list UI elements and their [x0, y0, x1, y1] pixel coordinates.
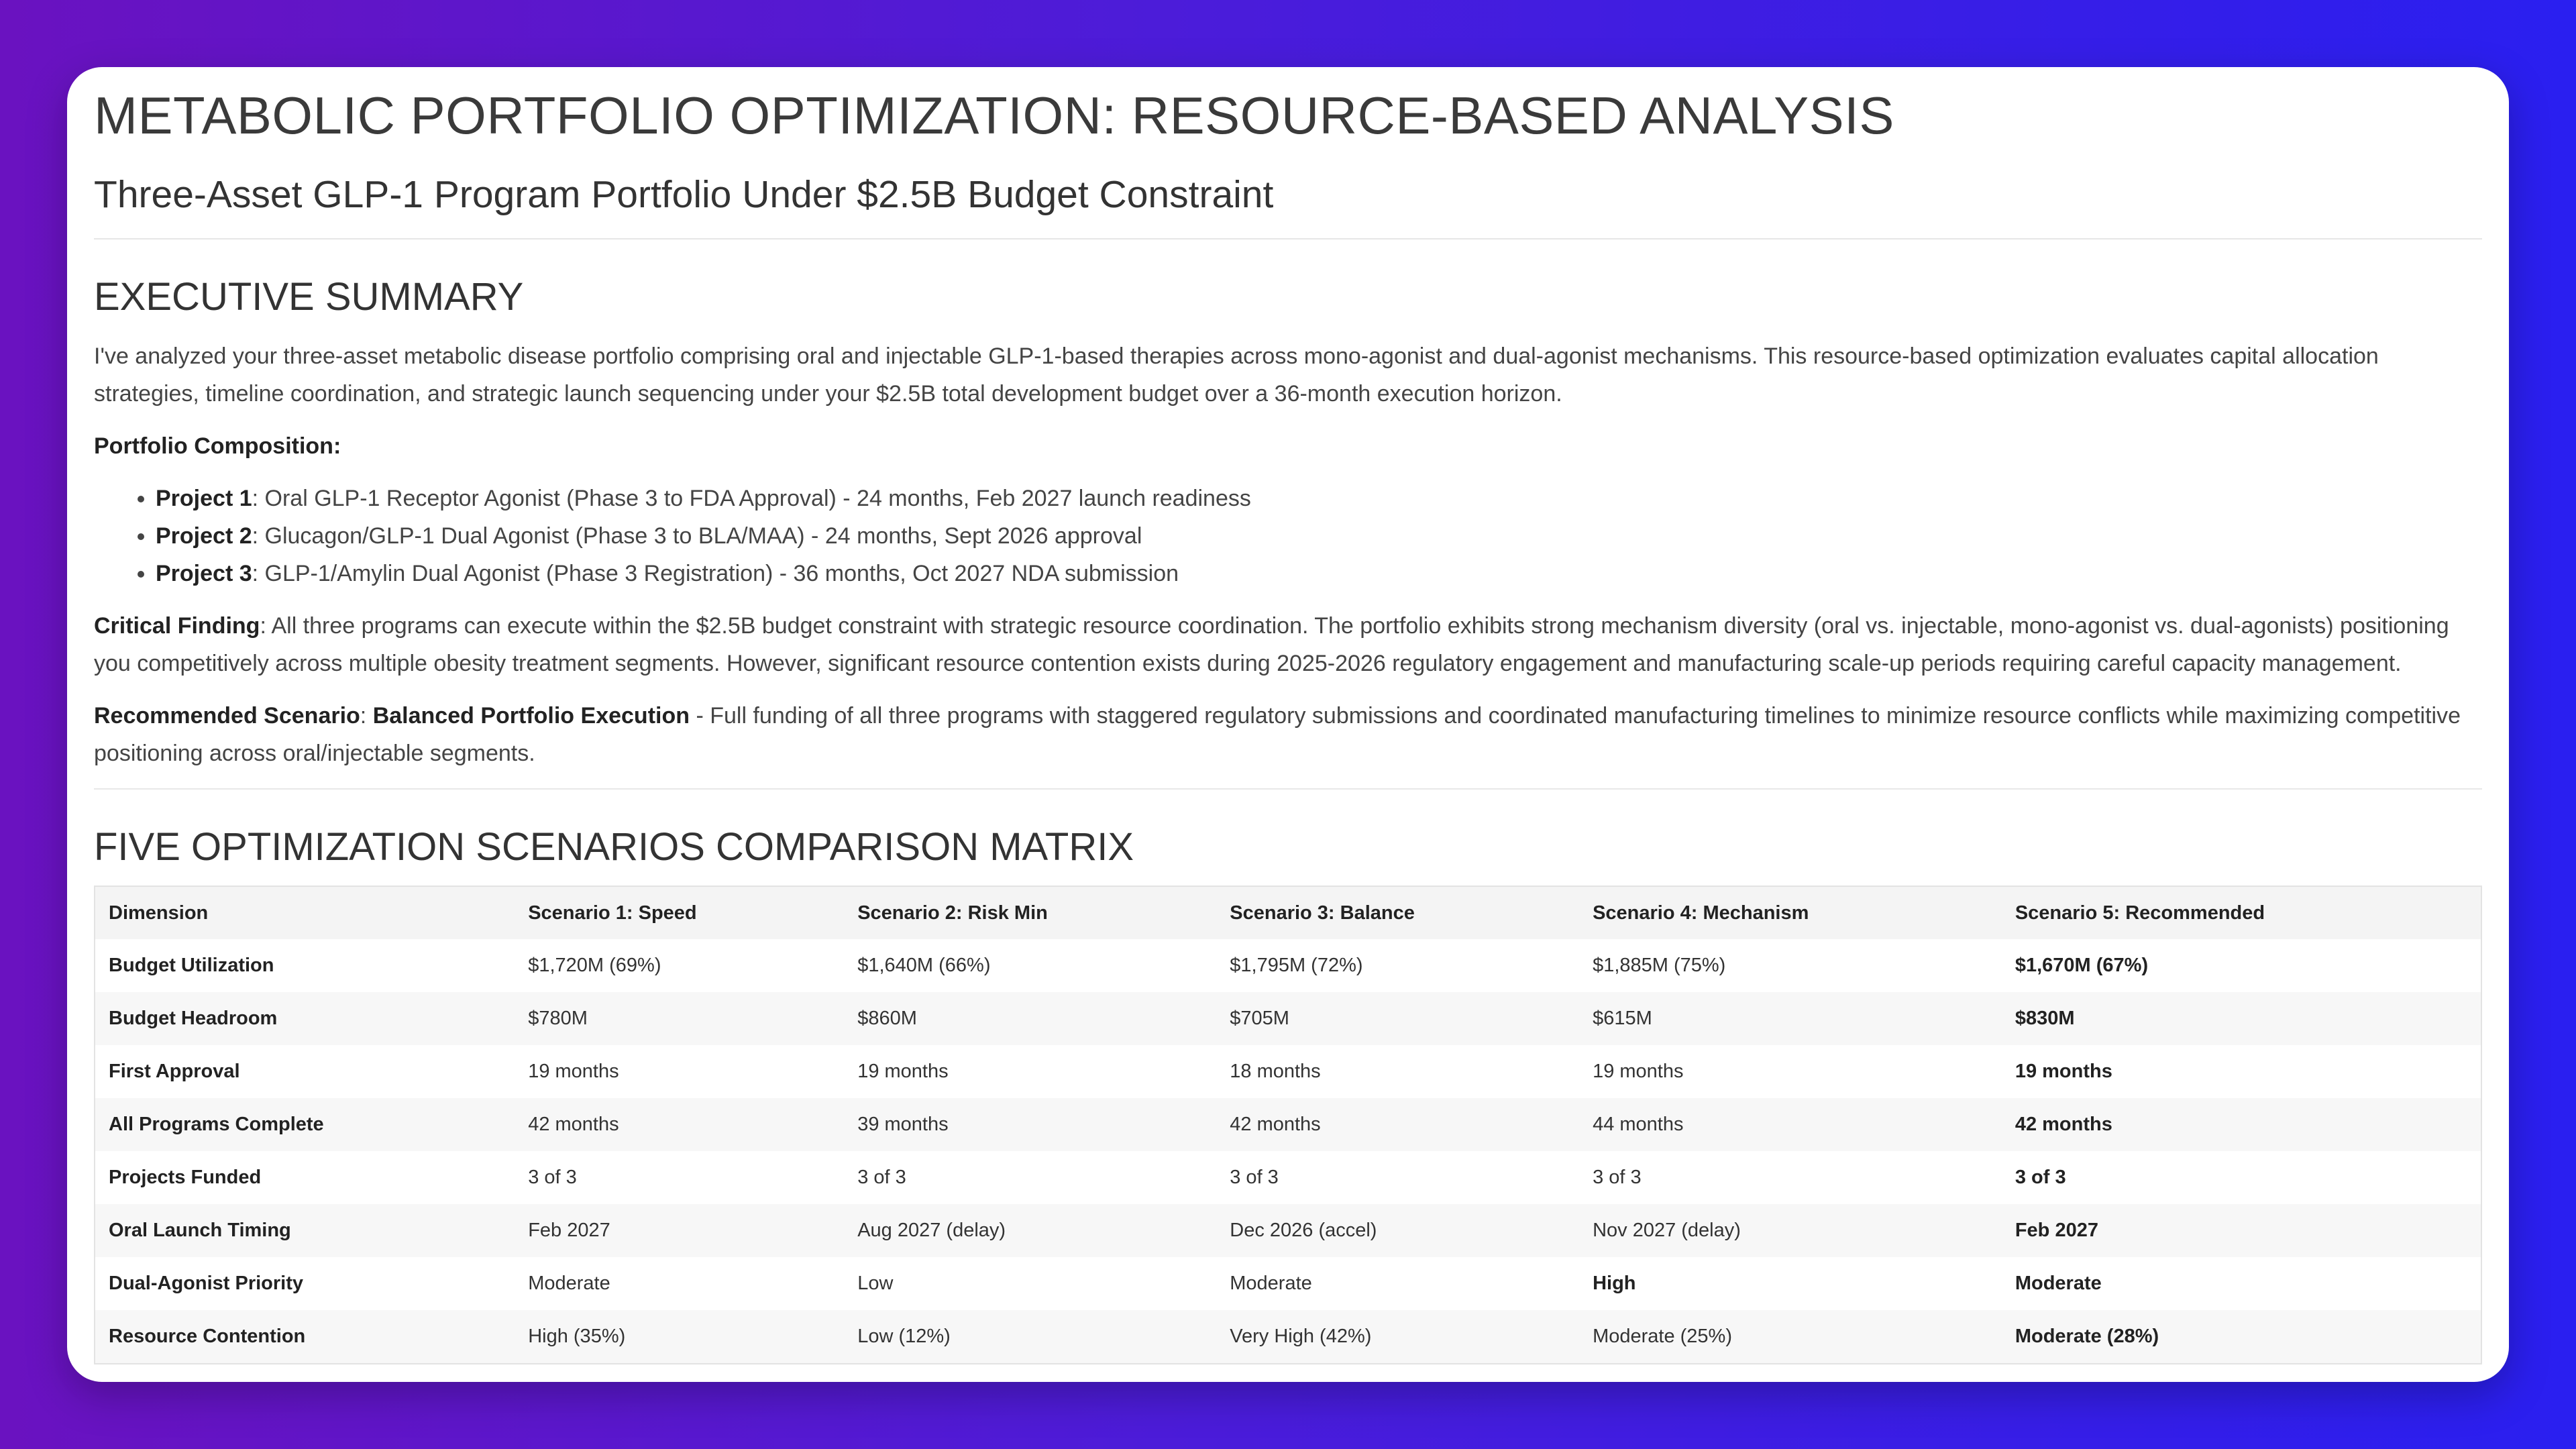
table-cell: 19 months — [515, 1045, 844, 1098]
executive-summary-heading: EXECUTIVE SUMMARY — [94, 275, 524, 319]
scenario-comparison-table — [94, 885, 2482, 1364]
page-title: METABOLIC PORTFOLIO OPTIMIZATION: RESOURCE-BASED ANALYSIS — [94, 86, 1894, 145]
table-row — [95, 1204, 2481, 1257]
row-label: Projects Funded — [95, 1151, 515, 1204]
table-cell-recommended: Moderate — [2002, 1257, 2481, 1310]
table-cell: $780M — [515, 992, 844, 1045]
table-cell: $860M — [844, 992, 1216, 1045]
table-cell: Moderate — [1216, 1257, 1579, 1310]
row-label: Dual-Agonist Priority — [95, 1257, 515, 1310]
table-cell: 19 months — [844, 1045, 1216, 1098]
project-list — [94, 480, 2482, 592]
recommended-scenario-name: Balanced Portfolio Execution — [372, 702, 690, 729]
table-cell-recommended: 42 months — [2002, 1098, 2481, 1151]
critical-finding-text: : All three programs can execute within the $2.5B budget constraint with strategic resource coordination. The portfolio exhibits strong mechanism diversity (oral vs. injectable, mono-agonist vs. dual-agonists) positioning you competitively across multiple obesity treatment segments. However, significant resource contention exists during 2025-2026 regulatory engagement and manufacturing scale-up periods requiring careful capacity management. — [94, 612, 2449, 676]
project-desc: : GLP-1/Amylin Dual Agonist (Phase 3 Registration) - 36 months, Oct 2027 NDA submission — [252, 560, 1179, 586]
project-item — [156, 517, 2482, 555]
table-cell: 3 of 3 — [515, 1151, 844, 1204]
row-label: Resource Contention — [95, 1310, 515, 1364]
table-cell: 42 months — [515, 1098, 844, 1151]
table-cell: Very High (42%) — [1216, 1310, 1579, 1364]
table-cell-recommended: 3 of 3 — [2002, 1151, 2481, 1204]
recommended-scenario-label: Recommended Scenario — [94, 702, 360, 729]
table-cell: Low — [844, 1257, 1216, 1310]
row-label: First Approval — [95, 1045, 515, 1098]
table-cell: Nov 2027 (delay) — [1579, 1204, 2002, 1257]
table-cell: High — [1579, 1257, 2002, 1310]
project-item — [156, 480, 2482, 517]
page-subtitle: Three-Asset GLP-1 Program Portfolio Under $2.5B Budget Constraint — [94, 170, 2482, 239]
table-row — [95, 1098, 2481, 1151]
row-label: All Programs Complete — [95, 1098, 515, 1151]
column-header: Scenario 2: Risk Min — [844, 886, 1216, 939]
project-name: Project 3 — [156, 560, 252, 586]
table-cell: Dec 2026 (accel) — [1216, 1204, 1579, 1257]
table-cell: $705M — [1216, 992, 1579, 1045]
table-cell: 42 months — [1216, 1098, 1579, 1151]
table-header-row — [95, 886, 2481, 939]
table-cell: Aug 2027 (delay) — [844, 1204, 1216, 1257]
row-label: Oral Launch Timing — [95, 1204, 515, 1257]
table-cell: $1,795M (72%) — [1216, 939, 1579, 992]
table-cell: 44 months — [1579, 1098, 2002, 1151]
project-name: Project 2 — [156, 523, 252, 549]
table-row — [95, 1151, 2481, 1204]
column-header: Scenario 5: Recommended — [2002, 886, 2481, 939]
table-cell-recommended: $830M — [2002, 992, 2481, 1045]
column-header: Scenario 1: Speed — [515, 886, 844, 939]
row-label: Budget Utilization — [95, 939, 515, 992]
project-item — [156, 555, 2482, 592]
table-row — [95, 1257, 2481, 1310]
table-cell: 18 months — [1216, 1045, 1579, 1098]
summary-intro: I've analyzed your three-asset metabolic disease portfolio comprising oral and injectable GLP-1-based therapies across mono-agonist and dual-agonist mechanisms. This resource-based optimization evaluates capital allocation strategies, timeline coordination, and strategic launch sequencing under your $2.5B total development budget over a 36-month execution horizon. — [94, 343, 2379, 407]
table-row — [95, 1310, 2481, 1364]
section-divider — [94, 788, 2482, 790]
table-cell-recommended: Feb 2027 — [2002, 1204, 2481, 1257]
project-name: Project 1 — [156, 485, 252, 511]
table-cell: $1,885M (75%) — [1579, 939, 2002, 992]
table-row — [95, 1045, 2481, 1098]
project-desc: : Oral GLP-1 Receptor Agonist (Phase 3 to FDA Approval) - 24 months, Feb 2027 launch readiness — [252, 485, 1251, 511]
column-header: Dimension — [95, 886, 515, 939]
recommended-scenario: Recommended Scenario: Balanced Portfolio Execution - Full funding of all three programs with staggered regulatory submissions and coordinated manufacturing timelines to minimize resource conflicts while maximizing competitive positioning across oral/injectable segments. — [94, 702, 2461, 766]
project-desc: : Glucagon/GLP-1 Dual Agonist (Phase 3 to BLA/MAA) - 24 months, Sept 2026 approval — [252, 523, 1142, 549]
table-cell: 3 of 3 — [844, 1151, 1216, 1204]
table-cell: $615M — [1579, 992, 2002, 1045]
table-cell-recommended: Moderate (28%) — [2002, 1310, 2481, 1364]
table-cell: 3 of 3 — [1579, 1151, 2002, 1204]
table-cell: High (35%) — [515, 1310, 844, 1364]
critical-finding — [94, 607, 2482, 682]
table-cell-recommended: 19 months — [2002, 1045, 2481, 1098]
row-label: Budget Headroom — [95, 992, 515, 1045]
table-row — [95, 939, 2481, 992]
table-cell-recommended: $1,670M (67%) — [2002, 939, 2481, 992]
critical-finding-label: Critical Finding — [94, 612, 260, 639]
column-header: Scenario 4: Mechanism — [1579, 886, 2002, 939]
table-cell: 39 months — [844, 1098, 1216, 1151]
table-cell: Moderate — [515, 1257, 844, 1310]
table-cell: $1,720M (69%) — [515, 939, 844, 992]
matrix-heading: FIVE OPTIMIZATION SCENARIOS COMPARISON MATRIX — [94, 824, 1134, 869]
table-cell: $1,640M (66%) — [844, 939, 1216, 992]
recommended-scenario-text: - Full funding of all three programs with staggered regulatory submissions and coordinated manufacturing timelines to minimize resource conflicts while maximizing competitive positioning across oral/injectable segments. — [94, 702, 2461, 766]
table-cell: Feb 2027 — [515, 1204, 844, 1257]
table-row — [95, 992, 2481, 1045]
column-header: Scenario 3: Balance — [1216, 886, 1579, 939]
portfolio-composition-label: Portfolio Composition: — [94, 433, 341, 459]
table-cell: 19 months — [1579, 1045, 2002, 1098]
table-cell: Low (12%) — [844, 1310, 1216, 1364]
report-card — [67, 67, 2509, 1382]
table-cell: Moderate (25%) — [1579, 1310, 2002, 1364]
table-cell: 3 of 3 — [1216, 1151, 1579, 1204]
